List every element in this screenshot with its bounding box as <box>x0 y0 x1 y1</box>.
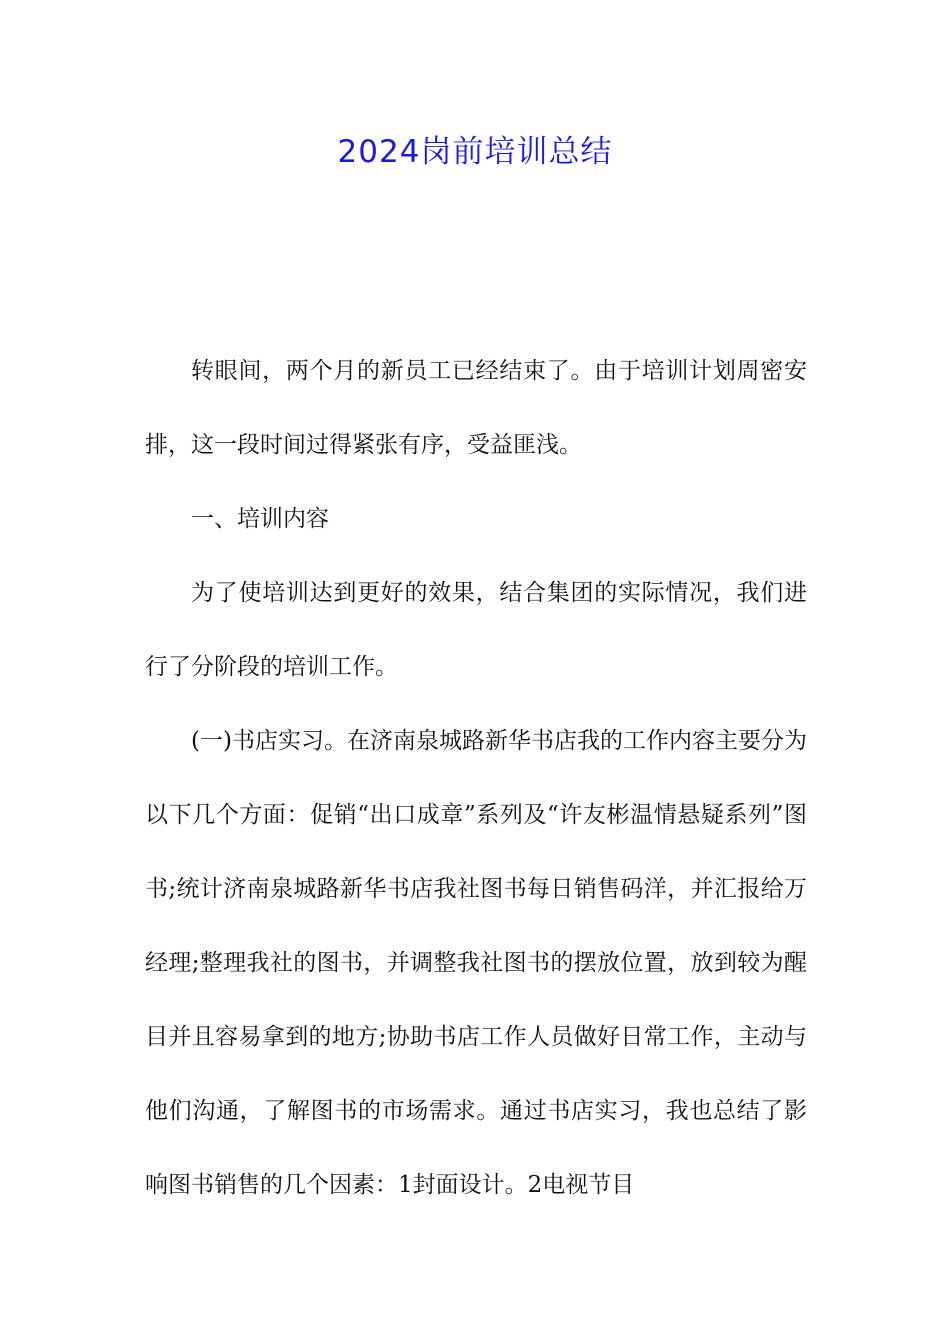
paragraph-bookstore-internship: (一)书店实习。在济南泉城路新华书店我的工作内容主要分为以下几个方面：促销“出口成章”系列及“许友彬温情悬疑系列”图书;统计济南泉城路新华书店我社图书每日销售码洋，并汇报给万经理;整理我社的图书，并调整我社图书的摆放位置，放到较为醒目并且容易拿到的地方;协助书店工作人员做好日常工作，主动与他们沟通，了解图书的市场需求。通过书店实习，我也总结了影响图书销售的几个因素：1封面设计。2电视节目 <box>145 728 807 1198</box>
document-body <box>145 334 807 1222</box>
paragraph-training-approach: 为了使培训达到更好的效果，结合集团的实际情况，我们进行了分阶段的培训工作。 <box>145 580 807 680</box>
document-title: 2024岗前培训总结 <box>337 134 613 170</box>
paragraph-intro: 转眼间，两个月的新员工已经结束了。由于培训计划周密安排，这一段时间过得紧张有序，受益匪浅。 <box>145 358 807 458</box>
section-heading-training-content: 一、培训内容 <box>191 506 329 532</box>
